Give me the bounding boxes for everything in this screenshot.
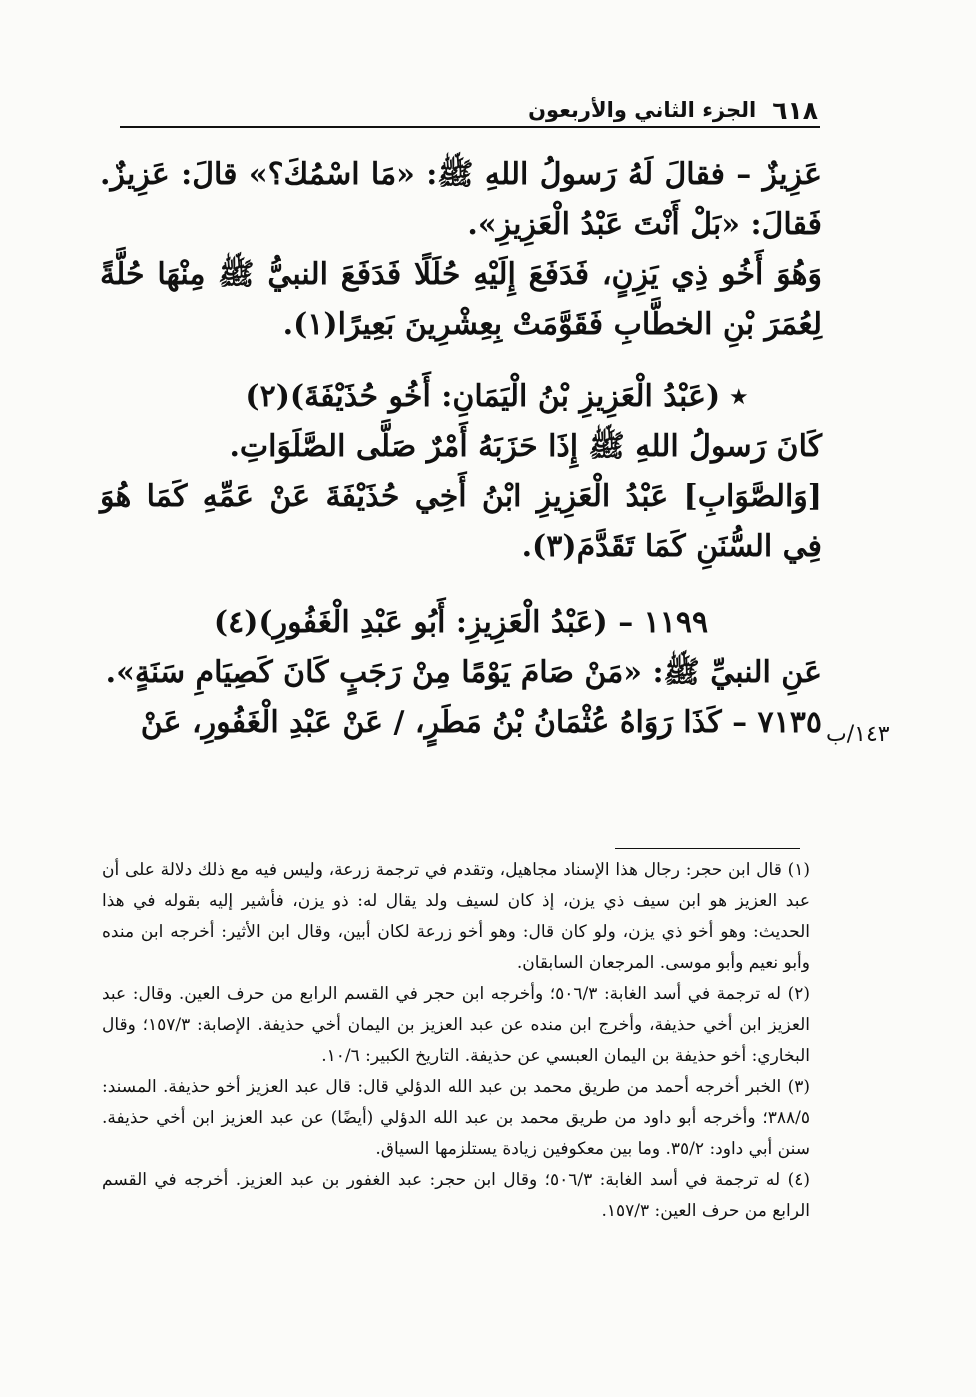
paragraph-hadith-7135: ٧١٣٥ – كَذَا رَوَاهُ عُثْمَانُ بْنُ مَطَرٍ، / عَنْ عَبْدِ الْغَفُورِ، عَنْ (140, 705, 822, 740)
manuscript-folio-note: ١٤٣/ب (826, 722, 890, 747)
entry-heading-abd-al-aziz-ibn-al-yaman: ٭ (عَبْدُ الْعَزِيزِ بْنُ الْيَمَانِ: أَخُو حُذَيْفَةَ)(٢) (245, 379, 747, 414)
paragraph-prayer: كَانَ رَسولُ اللهِ ﷺ إِذَا حَزَبَهُ أَمْرٌ صَلَّى الصَّلَوَاتِ. (229, 429, 822, 464)
footnote-1: (١) قال ابن حجر: رجال هذا الإسناد مجاهيل، وتقدم في ترجمة زرعة، وليس فيه مع ذلك دلالة على أن عبد العزيز هو ابن سيف ذي يزن، إذ كان لسيف ولد يقال له: ذو يزن، فأشير إليه بقوله في هذا الحديث: وهو أخو ذي يزن، ولو كان قال: وهو أخو زرعة لكان أبين، وقال ابن الأثير: أخرجه ابن منده وأبو نعيم وأبو موسى. المرجعان السابقان. (102, 860, 810, 973)
paragraph-dhi-yazan: وَهُوَ أَخُو ذِي يَزِنٍ، فَدَفَعَ إِلَيْهِ حُلَلًا فَدَفَعَ النبيُّ ﷺ مِنْهَا حُلَّةً لِعُمَرَ بْنِ الخطَّابِ فَقَوَّمَتْ بِعِشْرِينَ بَعِيرًا(١). (100, 257, 822, 342)
main-text (100, 150, 822, 748)
footnote-4: (٤) له ترجمة في أسد الغابة: ٥٠٦/٣؛ وقال ابن حجر: عبد الغفور بن عبد العزيز. أخرجه في القسم الرابع من حرف العين: ١٥٧/٣. (102, 1170, 810, 1221)
page-number: ٦١٨ (772, 95, 818, 125)
paragraph-rajab-fasting: عَنِ النبيِّ ﷺ: «مَنْ صَامَ يَوْمًا مِنْ رَجَبٍ كَانَ كَصِيَامِ سَنَةٍ». (105, 655, 822, 690)
entry-heading-1199: ١١٩٩ – (عَبْدُ الْعَزِيزِ: أَبُو عَبْدِ الْغَفُورِ)(٤) (213, 605, 709, 640)
header-rule (120, 126, 820, 128)
page-header (120, 92, 818, 128)
footnote-2: (٢) له ترجمة في أسد الغابة: ٥٠٦/٣؛ وأخرجه ابن حجر في القسم الرابع من حرف العين. وقال: عبد العزيز ابن أخي حذيفة، وأخرج ابن منده عن عبد العزيز بن اليمان أخي حذيفة. الإصابة: ١٥٧/٣؛ وقال البخاري: أخو حذيفة بن اليمان العبسي عن حذيفة. التاريخ الكبير: ١٠/٦. (102, 984, 810, 1066)
footnote-3: (٣) الخبر أخرجه أحمد من طريق محمد بن عبد الله الدؤلي قال: قال عبد العزيز أخو حذيفة. المسند: ٣٨٨/٥؛ وأخرجه أبو داود من طريق محمد بن عبد الله الدؤلي (أيضًا) عن عبد العزيز ابن أخي حذيفة. سنن أبي داود: ٣٥/٢. وما بين معكوفين زيادة يستلزمها السياق. (102, 1077, 810, 1159)
running-title: الجزء الثاني والأربعون (528, 98, 757, 122)
paragraph-correction: [وَالصَّوَابِ] عَبْدُ الْعَزِيزِ ابْنُ أَخِي حُذَيْفَةَ عَنْ عَمِّهِ كَمَا هُوَ فِي السُّنَنِ كَمَا تَقَدَّمَ(٣). (100, 479, 822, 564)
footnotes (102, 855, 810, 1227)
footnote-separator (615, 848, 800, 849)
paragraph-aziz-name: عَزِيزٌ – فقالَ لَهُ رَسولُ اللهِ ﷺ: «مَا اسْمُكَ؟» قالَ: عَزِيزٌ. فَقالَ: «بَلْ أَنْتَ عَبْدُ الْعَزِيزِ». (100, 157, 822, 242)
